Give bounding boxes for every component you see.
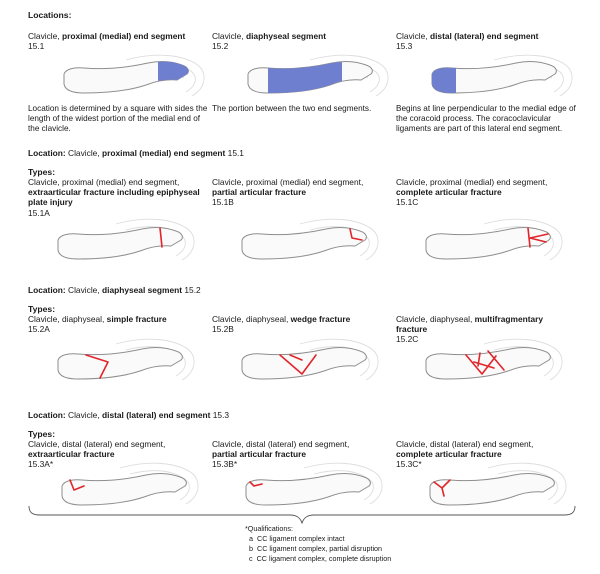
clavicle-15-1c <box>424 228 552 264</box>
location-description-diaphyseal: The portion between the two end segments. <box>212 104 372 113</box>
clavicle-15-2c <box>424 348 552 384</box>
clavicle-15-3a <box>60 474 188 510</box>
type-15-1a-caption: Clavicle, proximal (medial) end segment, extraarticular fracture including epiphyseal plate injury 15.1A <box>28 177 200 218</box>
type-15-1c-caption: Clavicle, proximal (medial) end segment, complete articular fracture 15.1C <box>396 177 548 208</box>
location-description-distal: Begins at line perpendicular to the medial edge of the coracoid process. The coracoclavicular ligaments are part of this lateral end segment. <box>396 104 576 133</box>
location-description-proximal: Location is determined by a square with sides the length of the widest portion of the medial end of the clavicle. <box>28 104 208 133</box>
section-location-diaphyseal: Location: Clavicle, diaphyseal segment 15.2 <box>28 285 201 295</box>
clavicle-15-3b <box>244 474 372 510</box>
qualification-b: b CC ligament complex, partial disruption <box>249 544 383 553</box>
qualification-a: a CC ligament complex intact <box>249 534 345 543</box>
types-label-distal: Types: <box>28 429 56 439</box>
location-caption-proximal: Clavicle, proximal (medial) end segment 15.1 <box>28 31 186 52</box>
type-15-3c-caption: Clavicle, distal (lateral) end segment, complete articular fracture 15.3C* <box>396 439 534 470</box>
qualifications-title: *Qualifications: <box>245 524 293 533</box>
type-15-2c-caption: Clavicle, diaphyseal, multifragmentary fracture 15.2C <box>396 314 544 345</box>
section-location-proximal: Location: Clavicle, proximal (medial) end segment 15.1 <box>28 148 244 158</box>
clavicle-15-1b <box>240 228 368 264</box>
clavicle-diaphyseal-highlight <box>246 62 374 98</box>
location-caption-distal: Clavicle, distal (lateral) end segment 15.3 <box>396 31 539 52</box>
types-label-diaphyseal: Types: <box>28 304 56 314</box>
clavicle-15-2b <box>240 348 368 384</box>
type-15-1b-caption: Clavicle, proximal (medial) end segment, partial articular fracture 15.1B <box>212 177 364 208</box>
type-15-2b-caption: Clavicle, diaphyseal, wedge fracture 15.2B <box>212 314 351 335</box>
clavicle-15-3c <box>428 474 556 510</box>
qualification-c: c CC ligament complex, complete disruption <box>249 554 392 563</box>
section-location-distal: Location: Clavicle, distal (lateral) end segment 15.3 <box>28 410 230 420</box>
clavicle-15-1a <box>56 228 184 264</box>
type-15-3b-caption: Clavicle, distal (lateral) end segment, partial articular fracture 15.3B* <box>212 439 350 470</box>
locations-heading: Locations: <box>28 10 72 20</box>
clavicle-distal-highlight <box>430 62 558 98</box>
type-15-2a-caption: Clavicle, diaphyseal, simple fracture 15.2A <box>28 314 167 335</box>
clavicle-15-2a <box>56 348 184 384</box>
clavicle-proximal-highlight <box>62 62 190 98</box>
location-caption-diaphyseal: Clavicle, diaphyseal segment 15.2 <box>212 31 327 52</box>
type-15-3a-caption: Clavicle, distal (lateral) end segment, extraarticular fracture 15.3A* <box>28 439 166 470</box>
grouping-bracket <box>28 506 576 524</box>
types-label-proximal: Types: <box>28 167 56 177</box>
